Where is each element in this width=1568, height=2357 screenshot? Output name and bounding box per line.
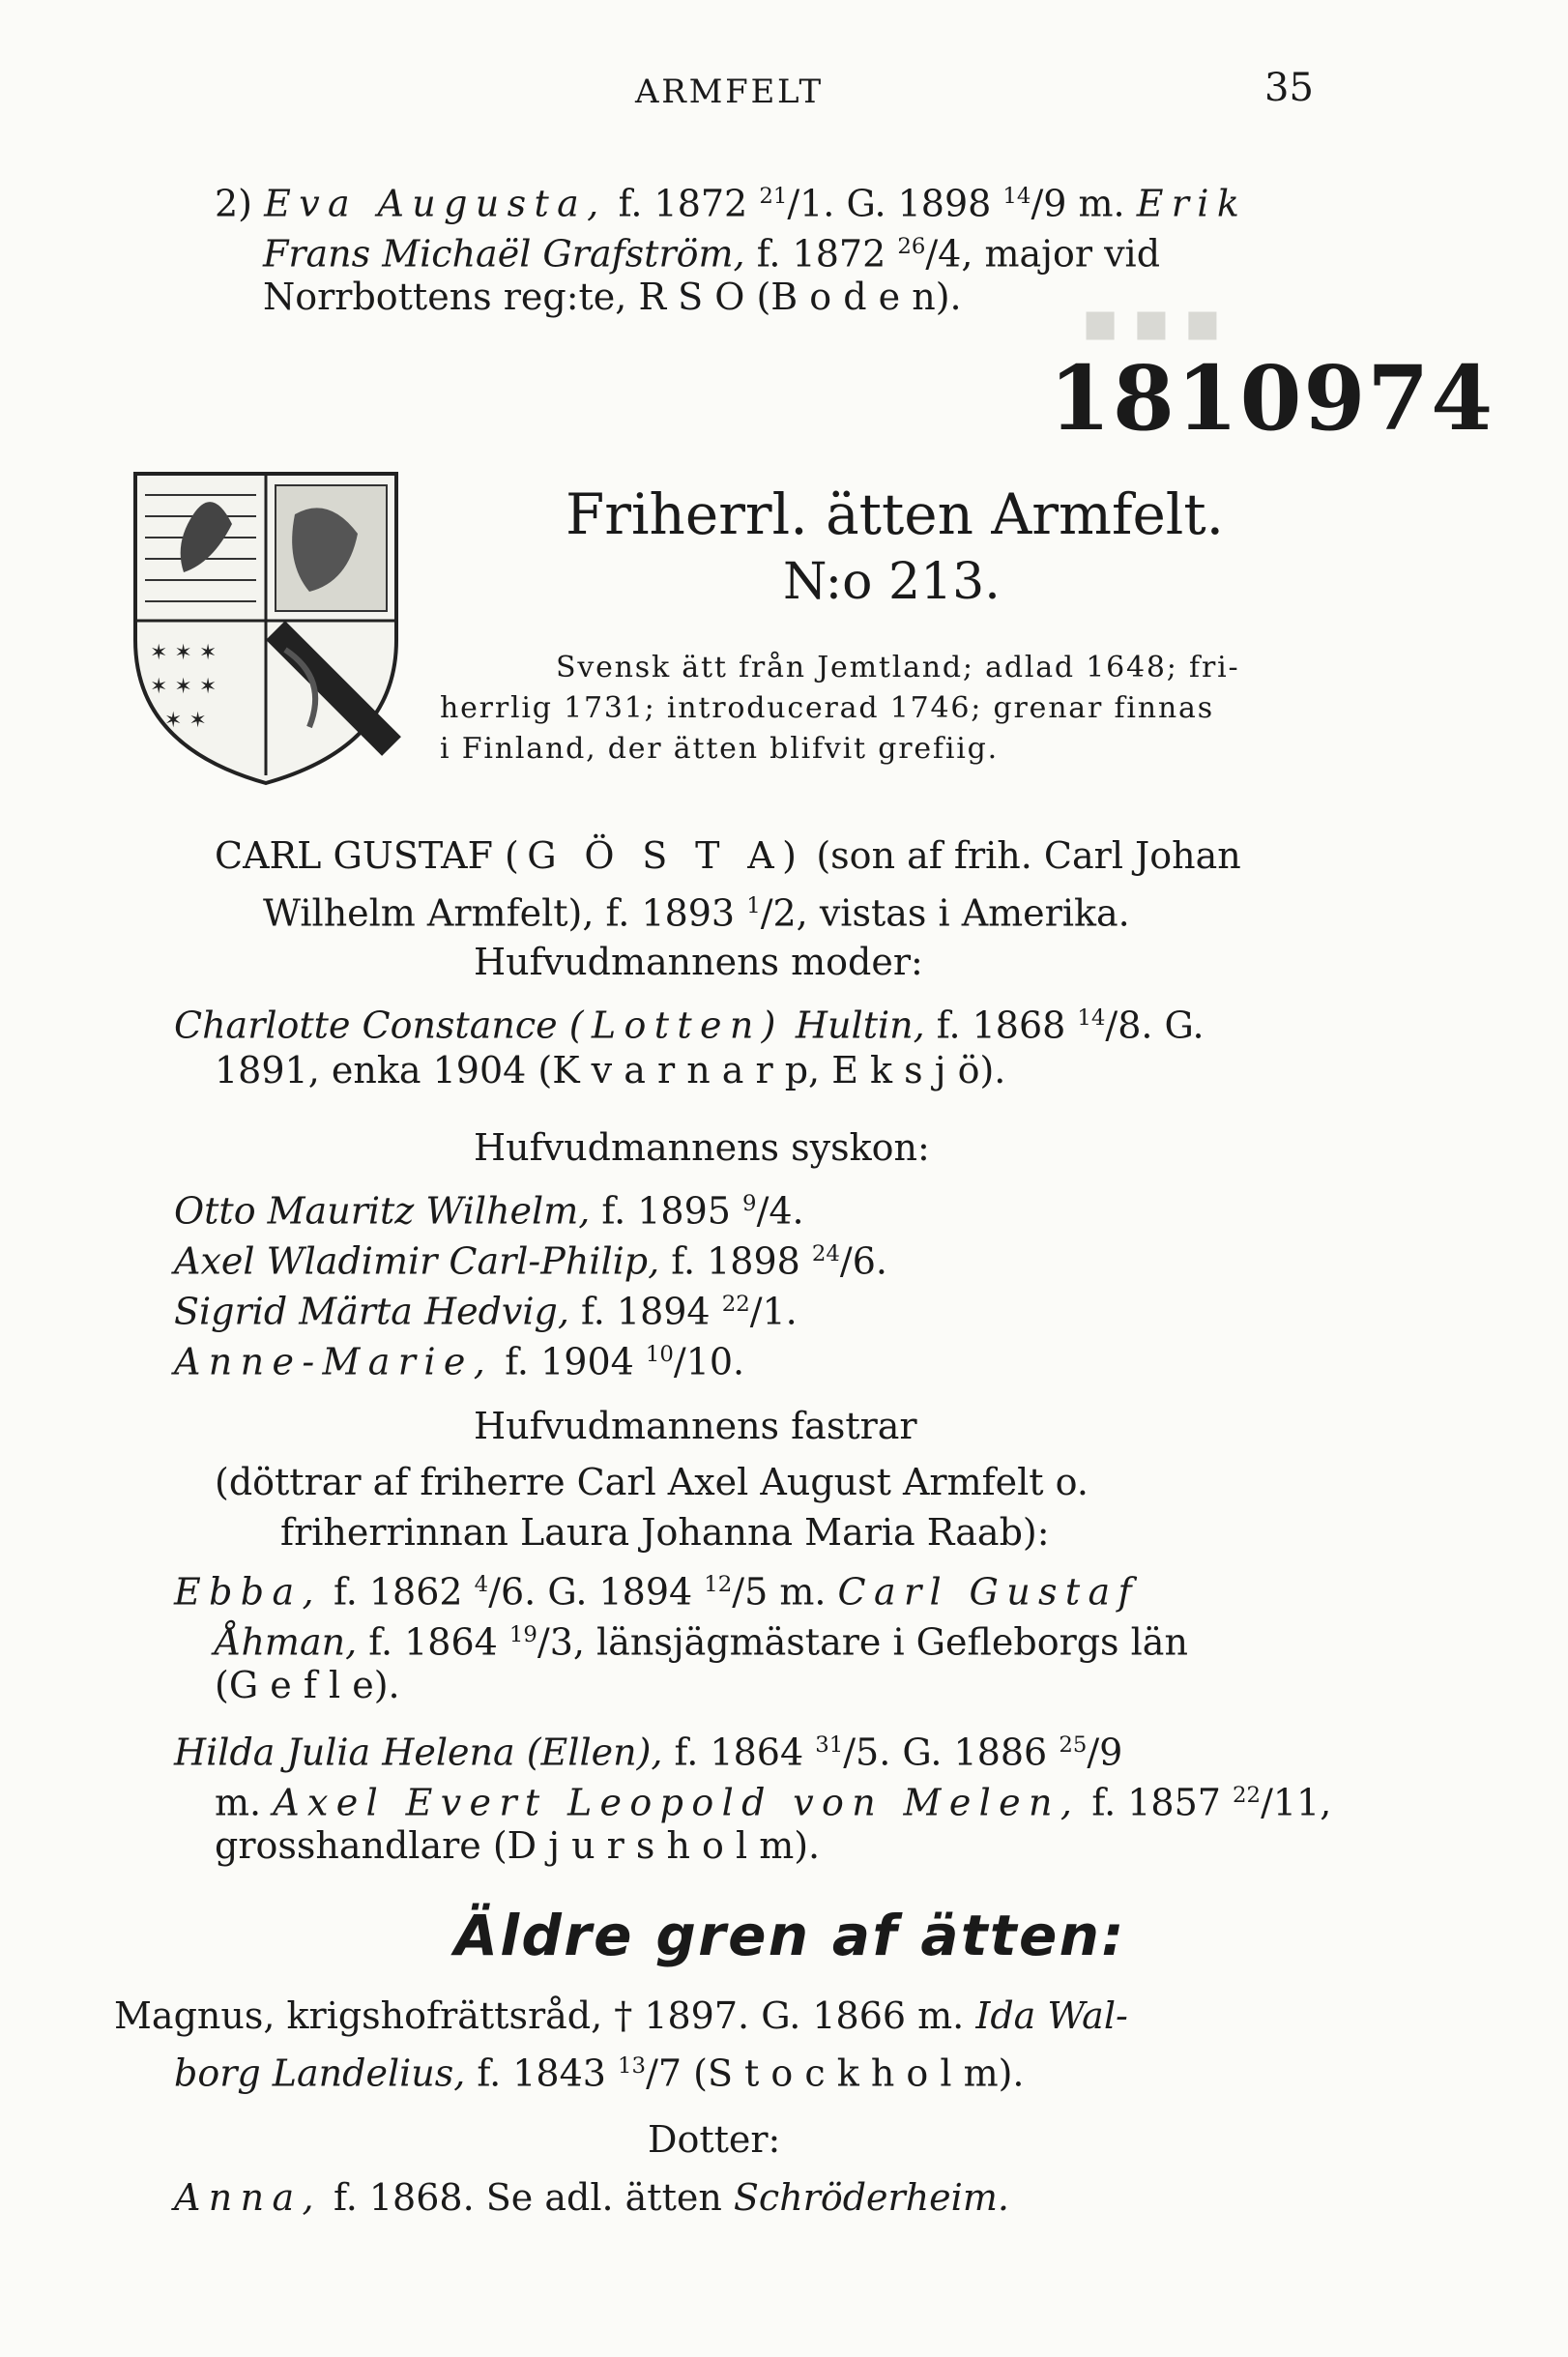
daughter-line-1: Anna, f. 1868. Se adl. ätten Schröderheim. (174, 2176, 1009, 2219)
aunt-ebba-line-3: (G e f l e). (215, 1664, 400, 1706)
aunt-ebba-line-2: Åhman, f. 1864 $^{19}$/3, länsjägmästare i Gefleborgs län (215, 1620, 1188, 1664)
aunts-parents-line-1: (döttrar af friherre Carl Axel August Armfelt o. (215, 1461, 1089, 1503)
aunts-parents-line-2: friherrinnan Laura Johanna Maria Raab): (280, 1511, 1050, 1554)
family-description-3: i Finland, der ätten blifvit grefiig. (440, 732, 999, 766)
siblings-heading: Hufvudmannens syskon: (474, 1126, 930, 1169)
elder-branch-line-2: borg Landelius, f. 1843 $^{13}$/7 (S t o c k h o l m). (174, 2051, 1025, 2095)
entry-2-line-2: Frans Michaël Grafström, f. 1872 $^{26}$/4, major vid (263, 232, 1161, 276)
family-title: Friherrl. ätten Armfelt. (566, 481, 1225, 547)
running-title: ARMFELT (635, 73, 824, 111)
head-person-line-1: CARL GUSTAF (G Ö S T A) (son af frih. Carl Johan (215, 834, 1241, 877)
library-stamp-number: 1810974 (1049, 346, 1495, 451)
svg-text:✶ ✶ ✶: ✶ ✶ ✶ (150, 675, 218, 699)
sibling-2: Axel Wladimir Carl-Philip, f. 1898 $^{24}$/6. (174, 1239, 887, 1283)
entry-2-line-1: 2) Eva Augusta, f. 1872 $^{21}$/1. G. 1898 $^{14}$/9 m. Erik (215, 182, 1248, 225)
sibling-3: Sigrid Märta Hedvig, f. 1894 $^{22}$/1. (174, 1290, 798, 1333)
aunt-hilda-line-1: Hilda Julia Helena (Ellen), f. 1864 $^{31}$/5. G. 1886 $^{25}$/9 (174, 1731, 1123, 1774)
mother-line-2: 1891, enka 1904 (K v a r n a r p, E k s j ö). (215, 1049, 1006, 1091)
sibling-1: Otto Mauritz Wilhelm, f. 1895 $^9$/4. (174, 1189, 804, 1233)
head-person-line-2: Wilhelm Armfelt), f. 1893 $^1$/2, vistas i Amerika. (263, 891, 1130, 935)
aunt-hilda-line-3: grosshandlare (D j u r s h o l m). (215, 1824, 821, 1867)
family-description-1: Svensk ätt från Jemtland; adlad 1648; fri- (556, 651, 1240, 684)
aunt-ebba-line-1: Ebba, f. 1862 $^4$/6. G. 1894 $^{12}$/5 m. Carl Gustaf (174, 1570, 1140, 1614)
svg-text:✶ ✶ ✶: ✶ ✶ ✶ (150, 641, 218, 665)
family-number: N:o 213. (783, 553, 1001, 611)
aunt-hilda-line-2: m. Axel Evert Leopold von Melen, f. 1857 $^{22}$/11, (215, 1781, 1332, 1824)
page-number: 35 (1264, 66, 1314, 110)
elder-branch-heading: Äldre gren af ätten: (454, 1903, 1126, 1968)
family-description-2: herrlig 1731; introducerad 1746; grenar finnas (440, 691, 1214, 725)
svg-text:✶ ✶: ✶ ✶ (164, 709, 207, 733)
elder-branch-line-1: Magnus, krigshofrättsråd, † 1897. G. 1866 m. Ida Wal- (114, 1994, 1128, 2037)
daughter-heading: Dotter: (648, 2118, 781, 2161)
bleed-through-text: ■ ■ ■ (1083, 291, 1221, 356)
aunts-heading: Hufvudmannens fastrar (474, 1405, 917, 1447)
mother-line-1: Charlotte Constance (Lotten) Hultin, f. 1868 $^{14}$/8. G. (174, 1004, 1205, 1047)
entry-2-line-3: Norrbottens reg:te, R S O (B o d e n). (263, 276, 962, 318)
mother-heading: Hufvudmannens moder: (474, 941, 923, 983)
coat-of-arms-icon (116, 456, 416, 795)
sibling-4: Anne-Marie, f. 1904 $^{10}$/10. (174, 1340, 745, 1383)
